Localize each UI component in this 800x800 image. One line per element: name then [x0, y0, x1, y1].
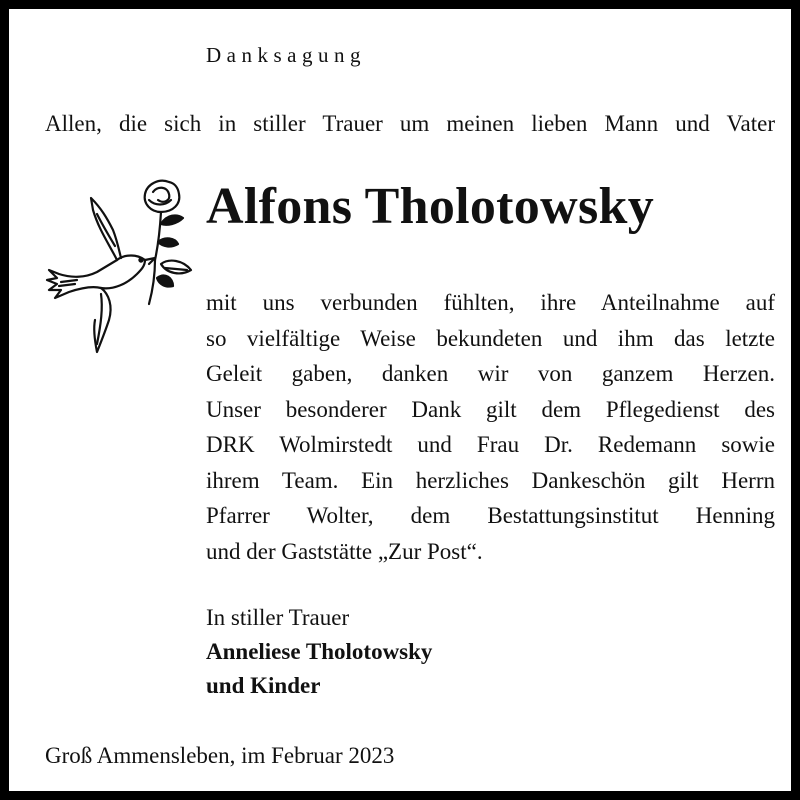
place-and-date: Groß Ammensleben, im Februar 2023 — [45, 743, 395, 768]
body-line: DRK Wolmirstedt und Frau Dr. Redemann sowie — [206, 432, 775, 457]
closing-block — [206, 601, 432, 703]
body-line: Unser besonderer Dank gilt dem Pflegedienst des — [206, 396, 775, 422]
deceased-name: Alfons Tholotowsky — [206, 178, 655, 235]
body-line: mit uns verbunden fühlten, ihre Anteilnahme auf — [206, 290, 775, 315]
body-line: Pfarrer Wolter, dem Bestattungsinstitut Henning — [206, 503, 775, 528]
signatory-name: Anneliese Tholotowsky — [206, 639, 433, 664]
rose-icon — [145, 181, 191, 304]
body-line: ihrem Team. Ein herzliches Dankeschön gilt Herrn — [206, 467, 775, 493]
body-line: und der Gaststätte „Zur Post“. — [206, 538, 483, 564]
dove-with-rose-icon — [37, 174, 197, 359]
intro-line: Allen, die sich in stiller Trauer um meinen lieben Mann und Vater — [45, 111, 775, 136]
thank-you-text — [206, 285, 775, 569]
closing-phrase: In stiller Trauer — [206, 605, 350, 630]
notice-heading: Danksagung — [206, 43, 366, 67]
body-line: so vielfältige Weise bekundeten und ihm das letzte — [206, 325, 775, 351]
body-line: Geleit gaben, danken wir von ganzem Herzen. — [206, 361, 775, 386]
dove-icon — [47, 198, 155, 352]
signatory-family: und Kinder — [206, 673, 321, 698]
